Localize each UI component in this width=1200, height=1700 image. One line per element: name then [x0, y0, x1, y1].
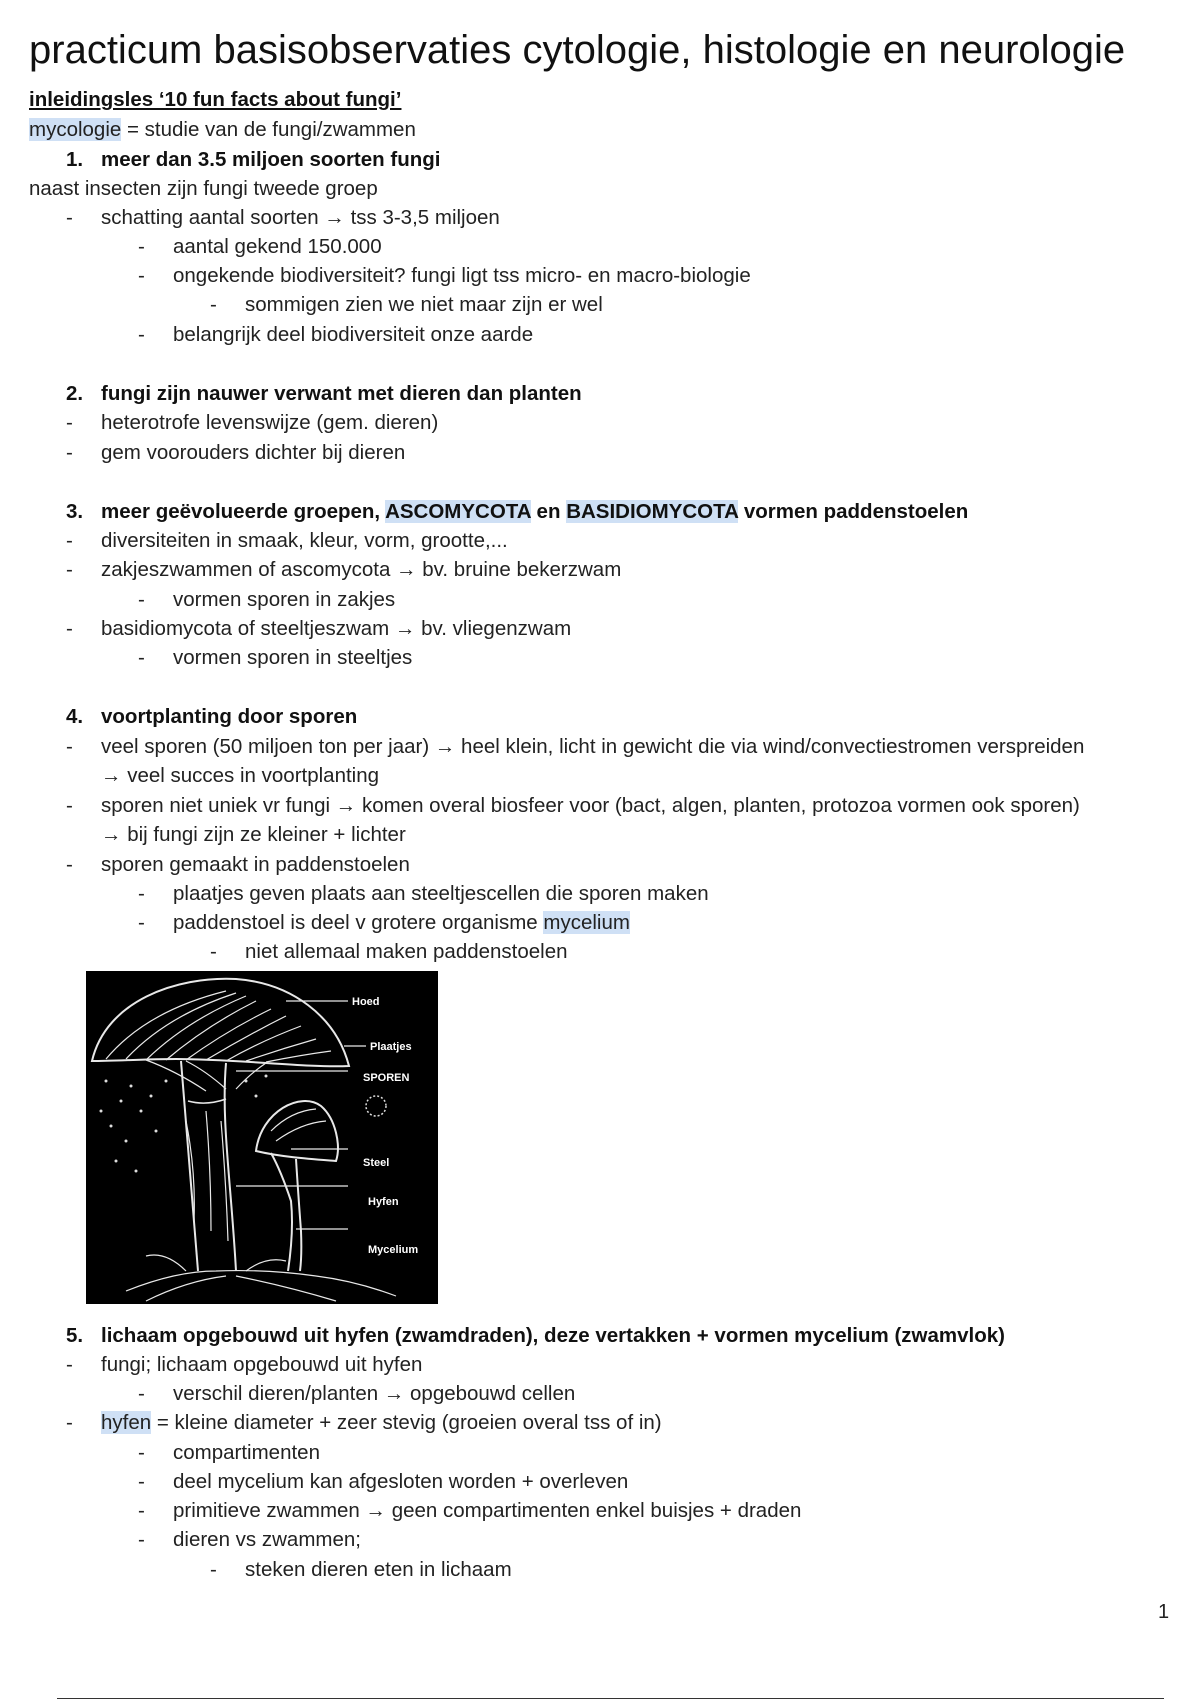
list-item: - hyfen = kleine diameter + zeer stevig (groeien overal tss of in): [66, 1411, 662, 1434]
list-item: - aantal gekend 150.000: [138, 235, 382, 258]
list-item: - schatting aantal soorten → tss 3-3,5 miljoen: [66, 206, 500, 229]
section-heading-4: 4. voortplanting door sporen: [66, 705, 358, 728]
mushroom-illustration: [86, 971, 438, 1304]
list-item-continuation: → veel succes in voortplanting: [101, 764, 380, 787]
list-item: - plaatjes geven plaats aan steeltjescellen die sporen maken: [138, 882, 709, 905]
list-item: - diversiteiten in smaak, kleur, vorm, grootte,...: [66, 529, 508, 552]
list-item: - sporen gemaakt in paddenstoelen: [66, 853, 410, 876]
list-item: - steken dieren eten in lichaam: [210, 1558, 512, 1581]
section-heading-2: 2. fungi zijn nauwer verwant met dieren dan planten: [66, 382, 582, 405]
list-item: naast insecten zijn fungi tweede groep: [29, 177, 378, 200]
list-item: - sporen niet uniek vr fungi → komen overal biosfeer voor (bact, algen, planten, protozoa vormen ook sporen): [66, 794, 1080, 817]
list-item: - gem voorouders dichter bij dieren: [66, 441, 406, 464]
highlight-term-ascomycota: ASCOMYCOTA: [385, 500, 531, 523]
list-item: - verschil dieren/planten → opgebouwd cellen: [138, 1382, 576, 1405]
list-item: - vormen sporen in zakjes: [138, 588, 396, 611]
list-item: - niet allemaal maken paddenstoelen: [210, 940, 568, 963]
list-item: - ongekende biodiversiteit? fungi ligt tss micro- en macro-biologie: [138, 264, 751, 287]
list-item: - compartimenten: [138, 1441, 320, 1464]
list-item-continuation: → bij fungi zijn ze kleiner + lichter: [101, 823, 406, 846]
list-item: - dieren vs zwammen;: [138, 1528, 361, 1551]
list-item: - deel mycelium kan afgesloten worden + overleven: [138, 1470, 629, 1493]
figure-label: Hyfen: [368, 1196, 399, 1208]
page-number: 1: [1158, 1601, 1170, 1623]
highlight-term-hyfen: hyfen: [101, 1411, 152, 1434]
figure-label: SPOREN: [363, 1072, 410, 1084]
highlight-term-mycelium: mycelium: [543, 911, 630, 934]
page-divider: [57, 1698, 1164, 1699]
subtitle: inleidingsles ‘10 fun facts about fungi’: [29, 88, 402, 111]
section-heading-3: 3. meer geëvolueerde groepen, ASCOMYCOTA en BASIDIOMYCOTA vormen paddenstoelen: [66, 500, 969, 523]
figure-label: Mycelium: [368, 1244, 419, 1256]
mushroom-anatomy-figure: [86, 971, 438, 1304]
section-heading-5: 5. lichaam opgebouwd uit hyfen (zwamdraden), deze vertakken + vormen mycelium (zwamvlok): [66, 1324, 1005, 1347]
list-item: - veel sporen (50 miljoen ton per jaar) → heel klein, licht in gewicht die via wind/convectiestromen verspreiden: [66, 735, 1085, 758]
page-title: practicum basisobservaties cytologie, histologie en neurologie: [29, 28, 1126, 72]
list-item: - sommigen zien we niet maar zijn er wel: [210, 293, 603, 316]
list-item: - fungi; lichaam opgebouwd uit hyfen: [66, 1353, 423, 1376]
figure-label: Hoed: [352, 996, 380, 1008]
list-item: - heterotrofe levenswijze (gem. dieren): [66, 411, 439, 434]
list-item: - vormen sporen in steeltjes: [138, 646, 413, 669]
list-item: - paddenstoel is deel v grotere organisme mycelium: [138, 911, 630, 934]
section-heading-1: 1. meer dan 3.5 miljoen soorten fungi: [66, 148, 441, 171]
definition-text: = studie van de fungi/zwammen: [121, 118, 416, 141]
list-item: - basidiomycota of steeltjeszwam → bv. vliegenzwam: [66, 617, 572, 640]
list-item: - belangrijk deel biodiversiteit onze aarde: [138, 323, 534, 346]
list-item: - zakjeszwammen of ascomycota → bv. bruine bekerzwam: [66, 558, 622, 581]
list-item: - primitieve zwammen → geen compartimenten enkel buisjes + draden: [138, 1499, 802, 1522]
definition-line: [29, 117, 416, 143]
highlight-term-basidiomycota: BASIDIOMYCOTA: [566, 500, 739, 523]
highlight-term-mycologie: mycologie: [29, 118, 122, 141]
figure-label: Steel: [363, 1157, 390, 1169]
figure-label: Plaatjes: [370, 1041, 412, 1053]
